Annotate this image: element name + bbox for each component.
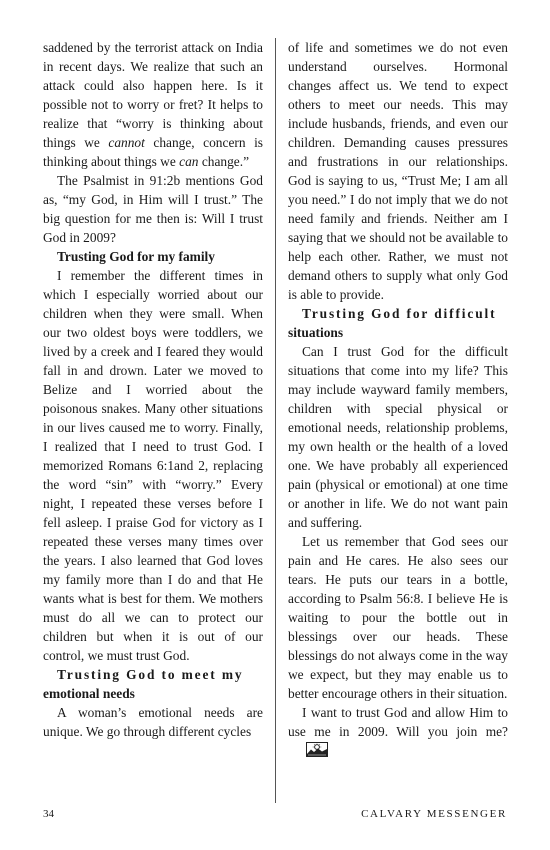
heading-line: Trusting God to meet my xyxy=(57,667,244,682)
page-number: 34 xyxy=(43,808,54,820)
column-divider xyxy=(275,38,276,803)
left-column xyxy=(43,38,263,741)
section-heading-difficult-cont: situations xyxy=(288,325,344,340)
right-column xyxy=(288,38,508,762)
emphasis-text: cannot xyxy=(108,135,145,150)
paragraph: Let us remember that God sees our pain and He cares. He also sees our tears. He puts our tears in a bottle, according to Psalm 56:8. I believe He is waiting to pour the bottle out in blessings over our heads. These blessings do not always come in the way we expect, but they may enable us to better encourage others in their situation. xyxy=(288,534,508,701)
running-head: CALVARY MESSENGER xyxy=(361,808,507,820)
page-footer xyxy=(43,808,507,824)
landscape-end-mark-icon xyxy=(292,742,328,762)
paragraph xyxy=(288,703,508,762)
paragraph-text: saddened by the terrorist attack on India in recent days. We realize that such an attack could also happen here. Is it possible not to worry or fret? It helps to realize that “worry is thinking about things we xyxy=(43,40,263,150)
paragraph: Can I trust God for the difficult situations that come into my life? This may include wayward family members, children with special physical or emotional needs, relationship problems, my own health or the health of a loved one. We have probably all experienced pain (physical or emotional) at one time or another in life. We do not want pain and suffering. xyxy=(288,344,508,530)
paragraph: The Psalmist in 91:2b mentions God as, “my God, in Him will I trust.” The big question for me then is: Will I trust God in 2009? xyxy=(43,173,263,245)
section-heading-emotional-cont: emotional needs xyxy=(43,686,135,701)
paragraph-text: change, concern is thinking about things we xyxy=(43,135,263,169)
paragraph: I remember the different times in which I especially worried about our children when they were small. When our two oldest boys were toddlers, we lived by a creek and I feared they would fall in and drown. Later we moved to Belize and I worried about the poisonous snakes. Many other situations in our lives caused me to worry. Finally, I realized that I need to trust God. I memorized Romans 6:1and 2, replacing the word “sin” with “worry.” Every night, I repeated these verses before I fell asleep. I praise God for victory as I repeated these verses many times over the years. I also learned that God loves my family more than I do and that He wants what is best for them. We mothers must do all we can to protect our children but when it is out of our control, we must trust God. xyxy=(43,268,263,663)
paragraph: A woman’s emotional needs are unique. We go through different cycles xyxy=(43,705,263,739)
paragraph xyxy=(43,38,263,171)
paragraph-text: change.” xyxy=(198,154,250,169)
emphasis-text: can xyxy=(179,154,199,169)
section-heading-emotional xyxy=(43,665,263,684)
paragraph: of life and sometimes we do not even understand ourselves. Hormonal changes affect us. We tend to expect others to meet our needs. This may include husbands, friends, and even our children. Demanding causes pressures and frustrations in our relationships. God is saying to us, “Trust Me; I am all you need.” I do not imply that we do not need family and friends. Neither am I saying that we should not be available to help each other. Rather, we must not demand others to supply what only God is able to provide. xyxy=(288,40,508,302)
section-heading-family: Trusting God for my family xyxy=(57,249,215,264)
section-heading-difficult: Trusting God for difficult xyxy=(302,306,497,321)
paragraph-text: I want to trust God and allow Him to use me in 2009. Will you join me? xyxy=(288,705,508,739)
